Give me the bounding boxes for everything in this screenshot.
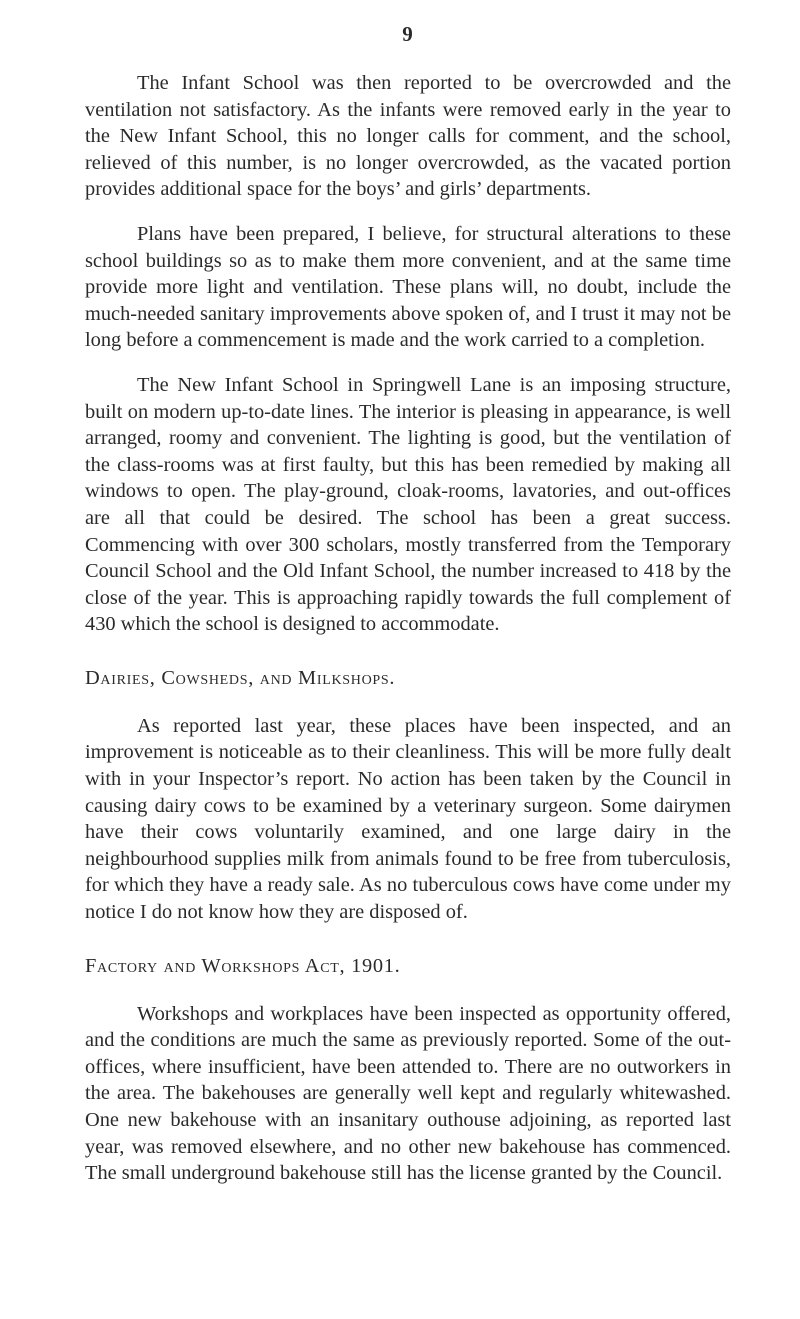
paragraph-infant-school-overcrowding: The Infant School was then reported to be overcrowded and the ventilation not satisfactory. As the infants were removed early in the year to the New Infant School, this no longer calls for comment, and the school, relieved of this number, is no longer overcrowded, as the vacated portion provides additional space for the boys’ and girls’ departments. [85, 72, 731, 201]
section-heading-factory-act: Factory and Workshops Act, 1901. [85, 954, 401, 977]
paragraph-structural-alterations: Plans have been prepared, I believe, for structural alterations to these school buildings so as to make them more convenient, and at the same time provide more light and ventilation. These plans will, no doubt, include the much-needed sanitary improvements above spoken of, and I trust it may not be long before a commencement is made and the work carried to a completion. [85, 222, 731, 352]
body-text [85, 70, 731, 1187]
section-heading-dairies: Dairies, Cowsheds, and Milkshops. [85, 666, 396, 689]
page-number: 9 [402, 22, 414, 46]
paragraph-workshops: Workshops and workplaces have been inspected as opportunity offered, and the conditions are much the same as previously reported. Some of the out-offices, where insufficient, have been attended to. There are no outworkers in the area. The bakehouses are generally well kept and regularly whitewashed. One new bakehouse with an insanitary outhouse adjoining, as reported last year, was removed elsewhere, and no other new bakehouse has commenced. The small underground bakehouse still has the license granted by the Council. [85, 1002, 731, 1185]
paragraph-new-infant-school: The New Infant School in Springwell Lane is an imposing structure, built on modern up-to-date lines. The interior is pleasing in appearance, is well arranged, roomy and convenient. The lighting is good, but the ventilation of the class-rooms was at first faulty, but this has been remedied by making all windows to open. The play-ground, cloak-rooms, lavatories, and out-offices are all that could be desired. The school has been a great success. Commencing with over 300 scholars, mostly transferred from the Temporary Council School and the Old Infant School, the number increased to 418 by the close of the year. This is approaching rapidly towards the full complement of 430 which the school is designed to accommodate. [85, 373, 731, 636]
paragraph-dairies: As reported last year, these places have been inspected, and an improvement is noticeable as to their cleanliness. This will be more fully dealt with in your Inspector’s report. No action has been taken by the Council in causing dairy cows to be examined by a veterinary surgeon. Some dairymen have their cows voluntarily examined, and one large dairy in the neighbourhood supplies milk from animals found to be free from tuberculosis, for which they have a ready sale. As no tuberculous cows have come under my notice I do not know how they are disposed of. [85, 714, 731, 924]
